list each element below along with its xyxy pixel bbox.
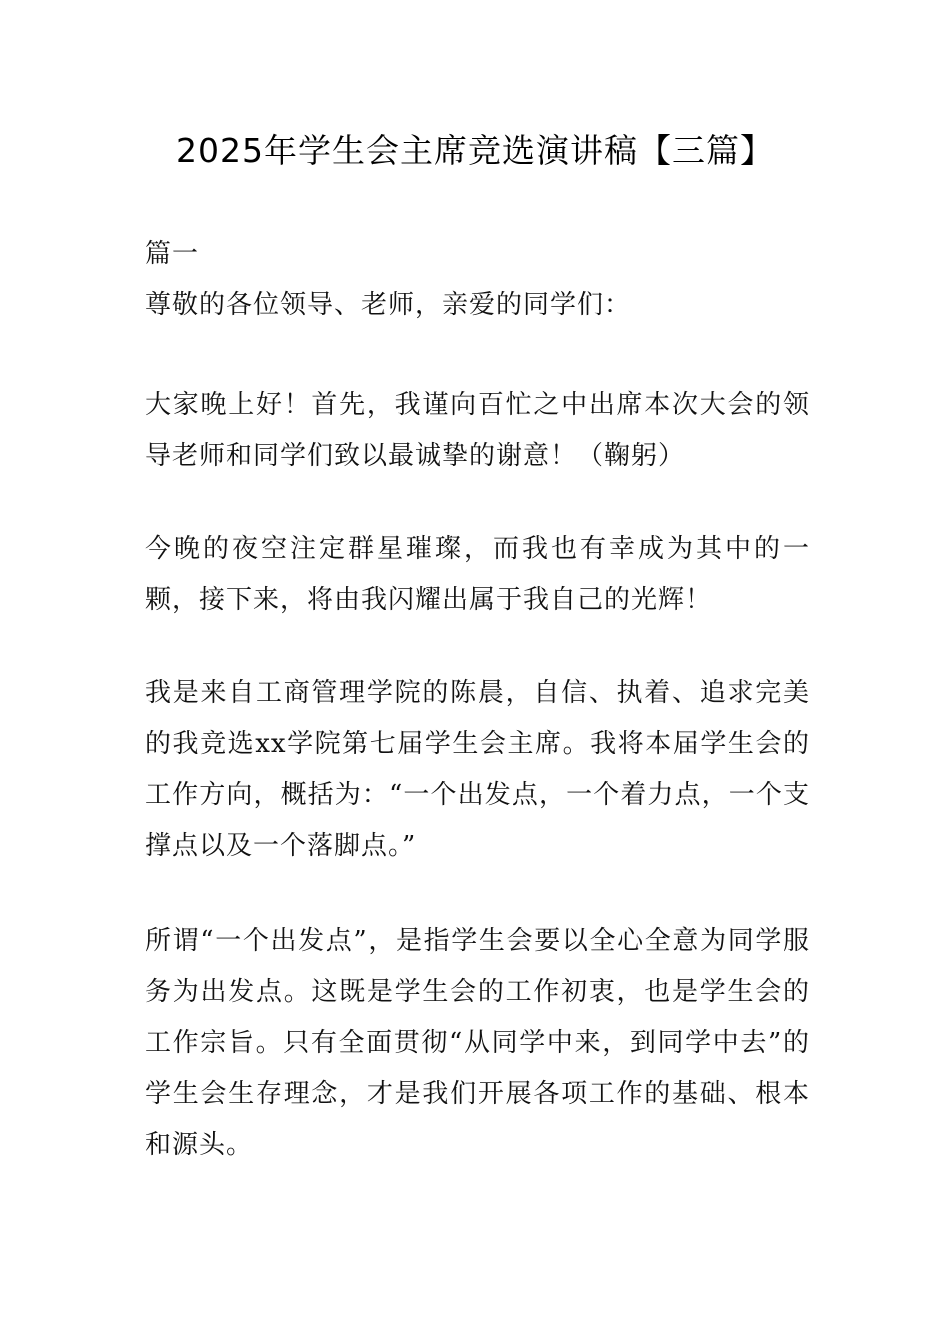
document-title: 2025年学生会主席竞选演讲稿【三篇】 (176, 131, 774, 170)
salutation (145, 280, 810, 331)
salutation-text: 尊敬的各位领导、老师，亲爱的同学们： (145, 290, 632, 320)
paragraph-text: 所谓“一个出发点”，是指学生会要以全心全意为同学服务为出发点。这既是学生会的工作初衷，也是学生会的工作宗旨。只有全面贯彻“从同学中来，到同学中去”的学生会生存理念，才是我们开展各项工作的基础、根本和源头。 (145, 926, 810, 1160)
paragraph-3 (145, 668, 810, 872)
section-label (145, 229, 810, 280)
paragraph-4 (145, 916, 810, 1171)
paragraph-text: 今晚的夜空注定群星璀璨，而我也有幸成为其中的一颗，接下来，将由我闪耀出属于我自己的光辉！ (145, 534, 810, 615)
paragraph-text: 大家晚上好！首先，我谨向百忙之中出席本次大会的领导老师和同学们致以最诚挚的谢意！（鞠躬） (145, 390, 810, 471)
section-label-text: 篇一 (145, 239, 200, 269)
paragraph-1 (145, 380, 810, 482)
paragraph-2 (145, 524, 810, 626)
paragraph-text: 我是来自工商管理学院的陈晨，自信、执着、追求完美的我竞选xx学院第七届学生会主席。我将本届学生会的工作方向，概括为：“一个出发点，一个着力点，一个支撑点以及一个落脚点。” (145, 678, 810, 861)
